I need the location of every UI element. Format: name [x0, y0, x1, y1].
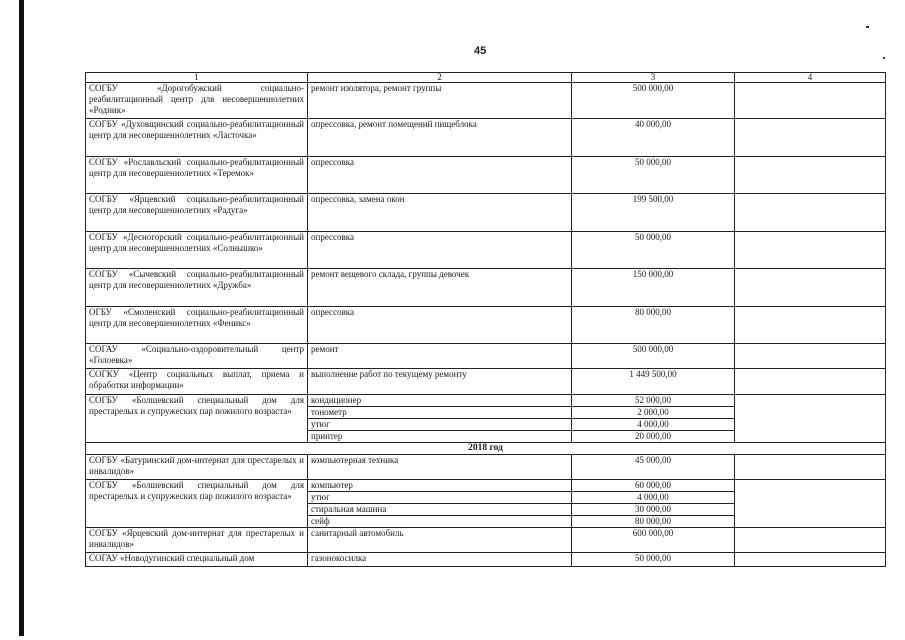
org-cell: СОГАУ «Новодугинский специальный дом	[86, 553, 308, 567]
org-cell: СОГБУ «Десногорский социально-реабилитационный центр для несовершеннолетних «Солнышко»	[86, 232, 308, 269]
table-row	[86, 455, 886, 480]
note-cell	[735, 269, 886, 307]
amount-cell: 50 000,00	[572, 553, 735, 567]
org-cell: СОГБУ «Сычевский социально-реабилитационный центр для несовершеннолетних «Дружба»	[86, 269, 308, 307]
note-cell	[735, 528, 886, 553]
note-cell	[735, 369, 886, 395]
amount-cell: 30 000,00	[572, 504, 735, 516]
table-row	[86, 553, 886, 567]
amount-cell: 80 000,00	[572, 516, 735, 528]
table-row	[86, 194, 886, 232]
header-col-2: 2	[308, 73, 572, 83]
table-row	[86, 480, 886, 492]
binding-edge	[19, 0, 24, 636]
note-cell	[735, 395, 886, 443]
work-cell: опрессовка, замена окон	[308, 194, 572, 232]
work-cell: газонокосилка	[308, 553, 572, 567]
note-cell	[735, 307, 886, 344]
work-cell: опрессовка, ремонт помещений пищеблока	[308, 119, 572, 157]
scan-speck	[883, 57, 885, 59]
work-cell: ремонт вещевого склада, группы девочек	[308, 269, 572, 307]
table-row	[86, 307, 886, 344]
year-heading: 2018 год	[86, 443, 886, 455]
org-cell: СОГБУ «Батуринский дом-интернат для престарелых и инвалидов»	[86, 455, 308, 480]
header-col-4: 4	[735, 73, 886, 83]
org-cell: СОГБУ «Дорогобужский социально-реабилитационный центр для несовершеннолетних «Родник»	[86, 83, 308, 119]
amount-cell: 150 000,00	[572, 269, 735, 307]
table-row	[86, 395, 886, 407]
work-cell: тонометр	[308, 407, 572, 419]
amount-cell: 500 000,00	[572, 83, 735, 119]
amount-cell: 80 000,00	[572, 307, 735, 344]
amount-cell: 1 449 500,00	[572, 369, 735, 395]
amount-cell: 60 000,00	[572, 480, 735, 492]
work-cell: опрессовка	[308, 232, 572, 269]
work-cell: стиральная машина	[308, 504, 572, 516]
org-cell: СОГБУ «Рославльский социально-реабилитационный центр для несовершеннолетних «Теремок»	[86, 157, 308, 194]
header-col-3: 3	[572, 73, 735, 83]
amount-cell: 4 000,00	[572, 492, 735, 504]
work-cell: утюг	[308, 492, 572, 504]
header-row	[86, 73, 886, 83]
table-row	[86, 83, 886, 119]
work-cell: ремонт	[308, 344, 572, 369]
amount-cell: 52 000,00	[572, 395, 735, 407]
amount-cell: 4 000,00	[572, 419, 735, 431]
org-cell: СОГБУ «Духовщинский социально-реабилитационный центр для несовершеннолетних «Ласточка»	[86, 119, 308, 157]
table-row	[86, 232, 886, 269]
work-cell: принтер	[308, 431, 572, 443]
org-cell: СОГАУ «Социально-оздоровительный центр «Голоевка»	[86, 344, 308, 369]
note-cell	[735, 119, 886, 157]
org-cell: СОГКУ «Центр социальных выплат, приема и обработки информации»	[86, 369, 308, 395]
amount-cell: 50 000,00	[572, 157, 735, 194]
amount-cell: 600 000,00	[572, 528, 735, 553]
amount-cell: 20 000,00	[572, 431, 735, 443]
note-cell	[735, 480, 886, 528]
page-number: 45	[474, 45, 487, 57]
work-cell: опрессовка	[308, 157, 572, 194]
note-cell	[735, 232, 886, 269]
amount-cell: 500 000,00	[572, 344, 735, 369]
note-cell	[735, 83, 886, 119]
org-cell: ОГБУ «Смоленский социально-реабилитационный центр для несовершеннолетних «Феникс»	[86, 307, 308, 344]
table-row	[86, 344, 886, 369]
table-row	[86, 157, 886, 194]
amount-cell: 2 000,00	[572, 407, 735, 419]
work-cell: кондиционер	[308, 395, 572, 407]
table-row	[86, 369, 886, 395]
work-cell: утюг	[308, 419, 572, 431]
amount-cell: 40 000,00	[572, 119, 735, 157]
org-cell: СОГБУ «Ярцевский дом-интернат для престарелых и инвалидов»	[86, 528, 308, 553]
work-cell: компьютер	[308, 480, 572, 492]
table-row	[86, 269, 886, 307]
work-cell: санитарный автомобиль	[308, 528, 572, 553]
work-cell: компьютерная техника	[308, 455, 572, 480]
note-cell	[735, 157, 886, 194]
amount-cell: 45 000,00	[572, 455, 735, 480]
work-cell: сейф	[308, 516, 572, 528]
year-row	[86, 443, 886, 455]
work-cell: опрессовка	[308, 307, 572, 344]
note-cell	[735, 344, 886, 369]
note-cell	[735, 553, 886, 567]
table-row	[86, 528, 886, 553]
work-cell: выполнение работ по текущему ремонту	[308, 369, 572, 395]
funding-table	[85, 72, 886, 567]
work-cell: ремонт изолятора, ремонт группы	[308, 83, 572, 119]
org-cell: СОГБУ «Болшевский специальный дом для престарелых и супружеских пар пожилого возраста»	[86, 395, 308, 443]
table-row	[86, 119, 886, 157]
note-cell	[735, 455, 886, 480]
scan-speck	[866, 26, 869, 28]
amount-cell: 199 500,00	[572, 194, 735, 232]
org-cell: СОГБУ «Болшевский специальный дом для престарелых и супружеских пар пожилого возраста»	[86, 480, 308, 528]
amount-cell: 50 000,00	[572, 232, 735, 269]
org-cell: СОГБУ «Ярцевский социально-реабилитационный центр для несовершеннолетних «Радуга»	[86, 194, 308, 232]
note-cell	[735, 194, 886, 232]
header-col-1: 1	[86, 73, 308, 83]
